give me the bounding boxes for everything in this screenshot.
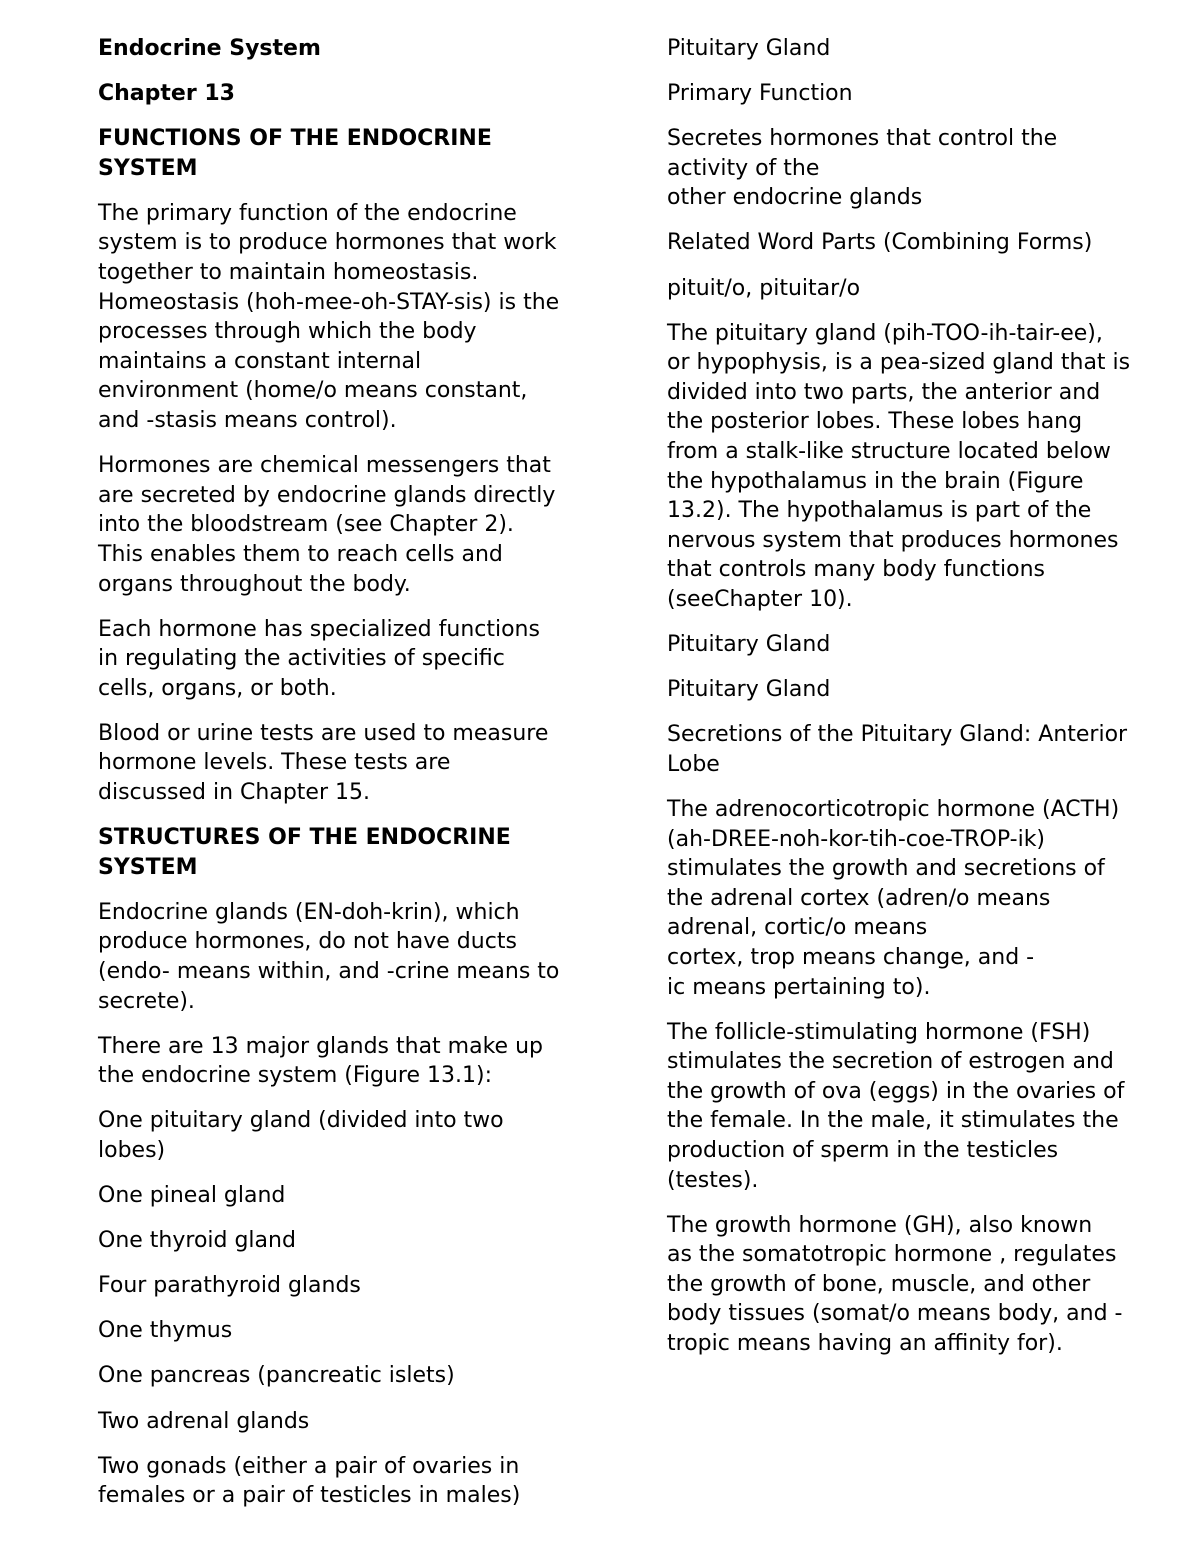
right-column [667, 34, 1172, 1374]
paragraph-specialized-functions: Each hormone has specialized functions in regulating the activities of specific cells, organs, or both. [98, 616, 540, 701]
gland-list-item: Two gonads (either a pair of ovaries in females or a pair of testicles in males) [98, 1453, 521, 1509]
paragraph-endocrine-glands: Endocrine glands (EN-doh-krin), which produce hormones, do not have ducts (endo- means within, and -crine means to secrete). [98, 899, 560, 1014]
gland-list-item: One thyroid gland [98, 1228, 296, 1254]
chapter-heading: Chapter 13 [98, 81, 235, 107]
primary-function-label: Primary Function [667, 81, 853, 107]
pituitary-label: Pituitary Gland [667, 632, 831, 658]
paragraph-tests: Blood or urine tests are used to measure hormone levels. These tests are discussed in Chapter 15. [98, 720, 549, 806]
pituitary-heading: Pituitary Gland [667, 36, 831, 61]
gland-list-item: One pituitary gland (divided into two lobes) [98, 1108, 504, 1163]
paragraph-hormones: Hormones are chemical messengers that are secreted by endocrine glands directly into the bloodstream (see Chapter 2). This enables them to reach cells and organs throughout the body. [98, 453, 556, 597]
gland-list-item: Two adrenal glands [98, 1408, 310, 1434]
combining-forms: pituit/o, pituitar/o [667, 275, 861, 301]
gland-list-item: One thymus [98, 1318, 233, 1344]
section-heading-structures: STRUCTURES OF THE ENDOCRINE SYSTEM [98, 825, 511, 880]
anterior-lobe-heading: Secretions of the Pituitary Gland: Anterior Lobe [667, 722, 1128, 777]
gland-list-item: One pineal gland [98, 1183, 286, 1209]
gland-list-item: One pancreas (pancreatic islets) [98, 1363, 455, 1389]
paragraph-pituitary-description: The pituitary gland (pih-TOO-ih-tair-ee), or hypophysis, is a pea-sized gland that is divided into two parts, the anterior and the posterior lobes. These lobes hang from a stalk-like structure located below the hypothalamus in the brain (Figure 13.2). The hypothalamus is part of the nervous system that produces hormones that controls many body functions (seeChapter 10). [667, 320, 1131, 612]
gland-list-item: Four parathyroid glands [98, 1273, 361, 1299]
section-heading-functions: FUNCTIONS OF THE ENDOCRINE SYSTEM [98, 126, 492, 181]
paragraph-gh: The growth hormone (GH), also known as the somatotropic hormone , regulates the growth of bone, muscle, and other body tissues (somat/o means body, and - tropic means having an affinity for). [667, 1212, 1123, 1357]
pituitary-label: Pituitary Gland [667, 677, 831, 703]
paragraph-fsh: The follicle-stimulating hormone (FSH) stimulates the secretion of estrogen and the growth of ova (eggs) in the ovaries of the female. In the male, it stimulates the production of sperm in the testicles (testes). [667, 1019, 1125, 1193]
paragraph-major-glands: There are 13 major glands that make up the endocrine system (Figure 13.1): [98, 1033, 543, 1089]
word-parts-label: Related Word Parts (Combining Forms) [667, 230, 1093, 256]
primary-function-text: Secretes hormones that control the activity of the other endocrine glands [667, 126, 1058, 211]
document-title: Endocrine System [98, 36, 321, 61]
left-column [98, 34, 604, 1526]
paragraph-acth: The adrenocorticotropic hormone (ACTH) (ah-DREE-noh-kor-tih-coe-TROP-ik) stimulates the growth and secretions of the adrenal cortex (adren/o means adrenal, cortic/o means cortex, trop means change, and - ic means pertaining to). [667, 796, 1120, 1000]
paragraph-primary-function: The primary function of the endocrine system is to produce hormones that work together to maintain homeostasis. Homeostasis (hoh-mee-oh-STAY-sis) is the processes through which the body maintains a constant internal environment (home/o means constant, and -stasis means control). [98, 200, 560, 434]
